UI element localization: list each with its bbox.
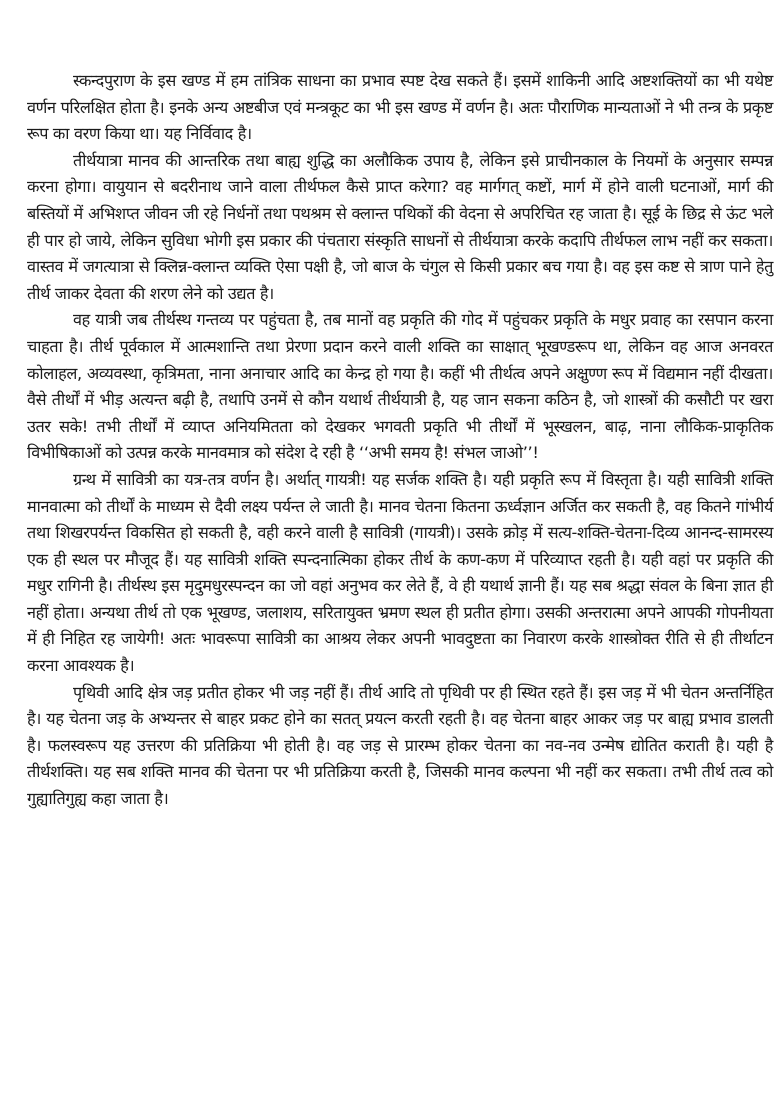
paragraph-pilgrim-arrival: वह यात्री जब तीर्थस्थ गन्तव्य पर पहुंचता है, तब मानों वह प्रकृति की गोद में पहुंचकर प्रकृति के मधुर प्रवाह का रसपान करना चाहता है। तीर्थ पूर्वकाल में आत्मशान्ति तथा प्रेरणा प्रदान करने वाली शक्ति का साक्षात् भूखण्डरूप था, लेकिन वह आज अनवरत कोलाहल, अव्यवस्था, कृत्रिमता, नाना अनाचार आदि का केन्द्र हो गया है। कहीं भी तीर्थत्व अपने अक्षुण्ण रूप में विद्यमान नहीं दीखता। वैसे तीर्थों में भीड़ अत्यन्त बढ़ी है, तथापि उनमें से कौन यथार्थ तीर्थयात्री है, यह जान सकना कठिन है, जो शास्त्रों की कसौटी पर खरा उतर सके! तभी तीर्थों में व्याप्त अनियमितता को देखकर भगवती प्रकृति भी तीर्थों में भूस्खलन, बाढ़, नाना लौकिक-प्राकृतिक विभीषिकाओं को उत्पन्न करके मानवमात्र को संदेश दे रही है ‘‘अभी समय है! संभल जाओ’’!	[27, 310, 773, 463]
document-page	[27, 68, 773, 813]
paragraph-tirthayatra-purification: तीर्थयात्रा मानव की आन्तरिक तथा बाह्य शुद्धि का अलौकिक उपाय है, लेकिन इसे प्राचीनकाल के नियमों के अनुसार सम्पन्न करना होगा। वायुयान से बदरीनाथ जाने वाला तीर्थफल कैसे प्राप्त करेगा? वह मार्गगत् कष्टों, मार्ग में होने वाली घटनाओं, मार्ग की बस्तियों में अभिशप्त जीवन जी रहे निर्धनों तथा पथश्रम से क्लान्त पथिकों की वेदना से अपरिचित रह जाता है। सूई के छिद्र से ऊंट भले ही पार हो जाये, लेकिन सुविधा भोगी इस प्रकार की पंचतारा संस्कृति साधनों से तीर्थयात्रा करके कदापि तीर्थफल लाभ नहीं कर सकता। वास्तव में जगत्यात्रा से क्लिन्न-क्लान्त व्यक्ति ऐसा पक्षी है, जो बाज के चंगुल से किसी प्रकार बच गया है। वह इस कष्ट से त्राण पाने हेतु तीर्थ जाकर देवता की शरण लेने को उद्यत है।	[27, 150, 773, 303]
paragraph-savitri-gayatri: ग्रन्थ में सावित्री का यत्र-तत्र वर्णन है। अर्थात् गायत्री! यह सर्जक शक्ति है। यही प्रकृति रूप में विस्तृता है। यही सावित्री शक्ति मानवात्मा को तीर्थों के माध्यम से दैवी लक्ष्य पर्यन्त ले जाती है। मानव चेतना कितना ऊर्ध्वज्ञान अर्जित कर सकती है, वह कितने गांभीर्य तथा शिखरपर्यन्त विकसित हो सकती है, वही करने वाली है सावित्री (गायत्री)। उसके क्रोड़ में सत्य-शक्ति-चेतना-दिव्य आनन्द-सामरस्य एक ही स्थल पर मौजूद हैं। यह सावित्री शक्ति स्पन्दनात्मिका होकर तीर्थ के कण-कण में परिव्याप्त रहती है। यही वहां पर प्रकृति की मधुर रागिनी है। तीर्थस्थ इस मृदुमधुरस्पन्दन का जो वहां अनुभव कर लेते हैं, वे ही यथार्थ ज्ञानी हैं। यह सब श्रद्धा संवल के बिना ज्ञात ही नहीं होता। अन्यथा तीर्थ तो एक भूखण्ड, जलाशय, सरितायुक्त भ्रमण स्थल ही प्रतीत होगा। उसकी अन्तरात्मा अपने आपकी गोपनीयता में ही निहित रह जायेगी! अतः भावरूपा सावित्री का आश्रय लेकर अपनी भावदुष्टता का निवारण करके शास्त्रोक्त रीति से ही तीर्थाटन करना आवश्यक है।	[27, 469, 773, 676]
paragraph-skandapurana-tantra: स्कन्दपुराण के इस खण्ड में हम तांत्रिक साधना का प्रभाव स्पष्ट देख सकते हैं। इसमें शाकिनी आदि अष्टशक्तियों का भी यथेष्ट वर्णन परिलक्षित होता है। इनके अन्य अष्टबीज एवं मन्त्रकूट का भी इस खण्ड में वर्णन है। अतः पौराणिक मान्यताओं ने भी तन्त्र के प्रकृष्ट रूप का वरण किया था। यह निर्विवाद है।	[27, 71, 773, 144]
paragraph-prithvi-chetana: पृथिवी आदि क्षेत्र जड़ प्रतीत होकर भी जड़ नहीं हैं। तीर्थ आदि तो पृथिवी पर ही स्थित रहते हैं। इस जड़ में भी चेतन अन्तर्निहित है। यह चेतना जड़ के अभ्यन्तर से बाहर प्रकट होने का सतत् प्रयत्न करती रहती है। वह चेतना बाहर आकर जड़ पर बाह्य प्रभाव डालती है। फलस्वरूप यह उत्तरण की प्रतिक्रिया भी होती है। वह जड़ से प्रारम्भ होकर चेतना का नव-नव उन्मेष द्योतित कराती है। यही है तीर्थशक्ति। यह सब शक्ति मानव की चेतना पर भी प्रतिक्रिया करती है, जिसकी मानव कल्पना भी नहीं कर सकता। तभी तीर्थ तत्व को गुह्यातिगुह्य कहा जाता है।	[27, 682, 774, 809]
